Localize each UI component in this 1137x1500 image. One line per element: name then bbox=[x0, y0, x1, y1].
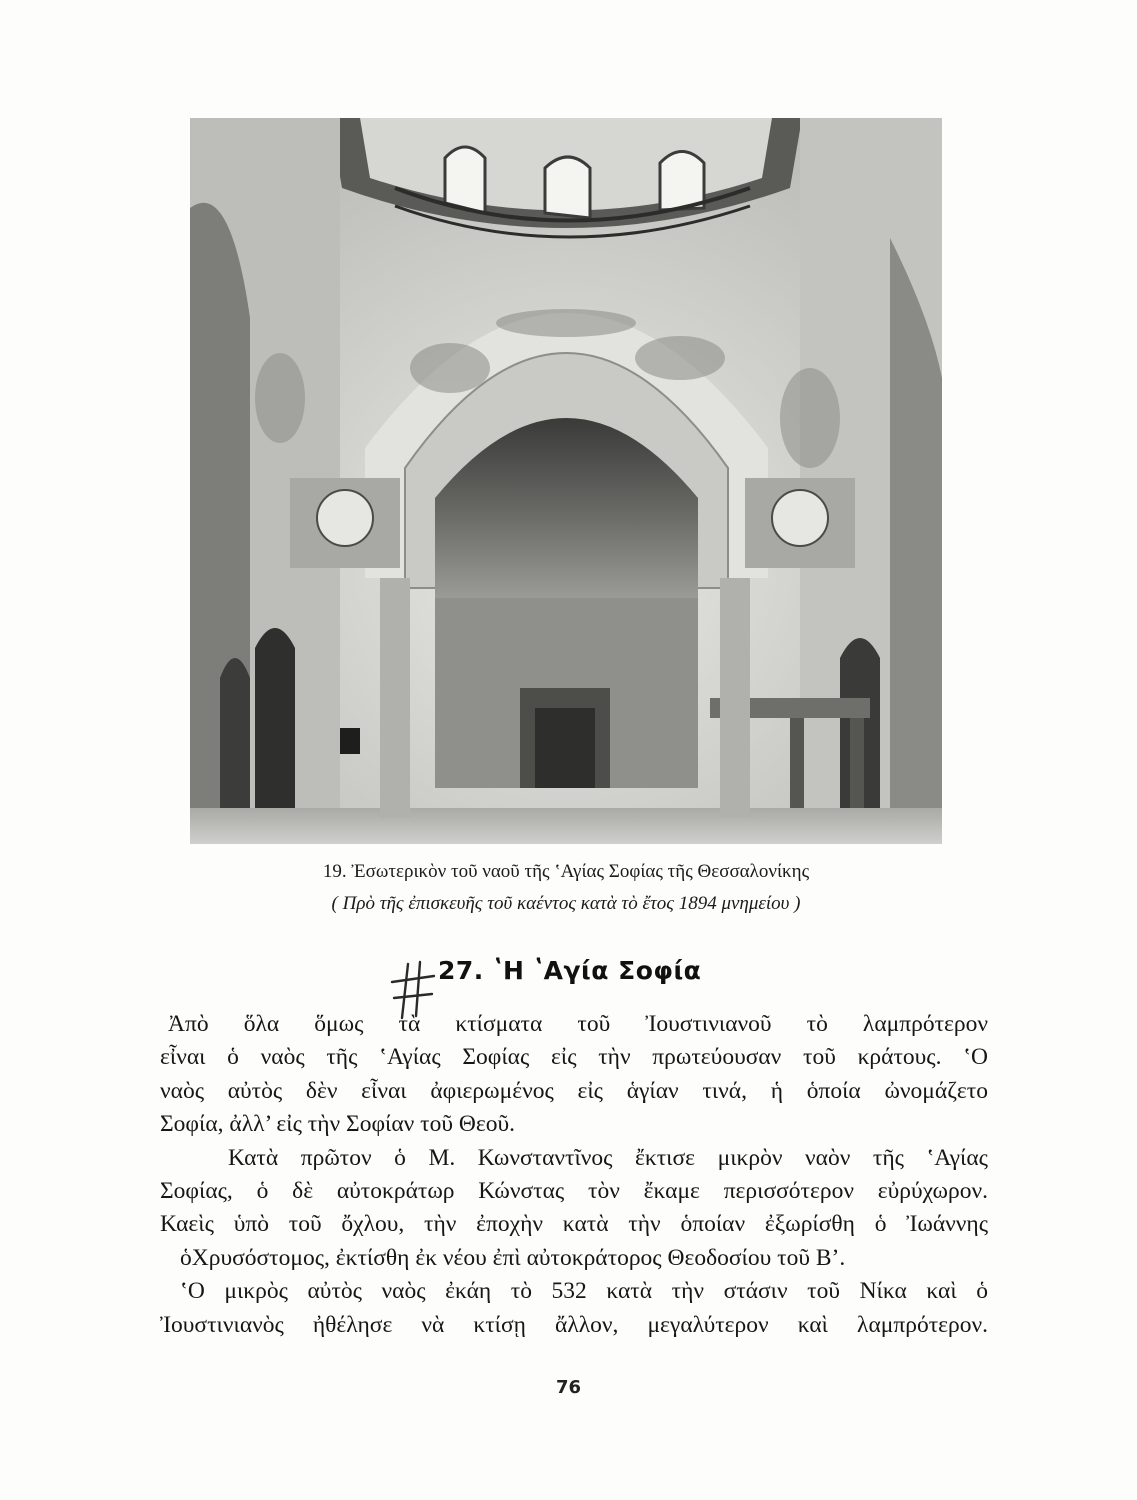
figure-caption bbox=[190, 856, 942, 920]
section-number: 27. bbox=[438, 956, 484, 985]
paragraph bbox=[160, 1142, 988, 1276]
figure-caption-line1: 19. Ἐσωτερικὸν τοῦ ναοῦ τῆς ʽΑγίας Σοφίας τῆς Θεσσαλονίκης bbox=[322, 861, 810, 882]
text-line: ναὸς αὐτὸς δὲν εἶναι ἀφιερωμένος εἰς ἁγίαν τινά, ἡ ὁποία ὠνομάζετο bbox=[160, 1077, 988, 1104]
text-line: Ἀπὸ ὅλα ὅμως τὰ κτίσματα τοῦ Ἰουστινιανοῦ τὸ λαμπρότερον bbox=[168, 1011, 988, 1037]
paragraph bbox=[160, 1275, 988, 1342]
text-line: εἶναι ὁ ναὸς τῆς ʽΑγίας Σοφίας εἰς τὴν πρωτεύουσαν τοῦ κράτους. ʽΟ bbox=[160, 1044, 988, 1071]
section-title: ʽΗ ʽΑγία Σοφία bbox=[493, 956, 702, 985]
text-line: Κατὰ πρῶτον ὁ Μ. Κωνσταντῖνος ἔκτισε μικρὸν ναὸν τῆς ʽΑγίας bbox=[228, 1144, 988, 1171]
section-heading bbox=[438, 956, 701, 985]
figure-caption-line2: ( Πρὸ τῆς ἐπισκευῆς τοῦ καέντος κατὰ τὸ ἔτος 1894 μνημείου ) bbox=[331, 893, 801, 914]
text-line: Καεὶς ὑπὸ τοῦ ὄχλου, τὴν ἐποχὴν κατὰ τὴν ὁποίαν ἐξωρίσθη ὁ Ἰωάννης bbox=[160, 1211, 988, 1238]
text-line: Σοφία, ἀλλ’ εἰς τὴν Σοφίαν τοῦ Θεοῦ. bbox=[160, 1111, 515, 1138]
text-line: Σοφίας, ὁ δὲ αὐτοκράτωρ Κώνστας τὸν ἔκαμε περισσότερον εὐρύχωρον. bbox=[160, 1178, 988, 1205]
paragraph bbox=[160, 1008, 988, 1142]
text-line: ʽΟ μικρὸς αὐτὸς ναὸς ἐκάη τὸ 532 κατὰ τὴν στάσιν τοῦ Νίκα καὶ ὁ bbox=[180, 1278, 988, 1305]
church-interior-photo bbox=[190, 118, 942, 844]
text-line: ὁΧρυσόστομος, ἐκτίσθη ἐκ νέου ἐπὶ αὐτοκράτορος Θεοδοσίου τοῦ Β’. bbox=[180, 1244, 846, 1271]
body-text bbox=[160, 1008, 988, 1342]
church-interior-illustration bbox=[190, 118, 942, 844]
page-number: 76 bbox=[555, 1377, 582, 1398]
text-line: Ἰουστινιανὸς ἠθέλησε νὰ κτίσῃ ἄλλον, μεγαλύτερον καὶ λαμπρότερον. bbox=[160, 1311, 988, 1338]
